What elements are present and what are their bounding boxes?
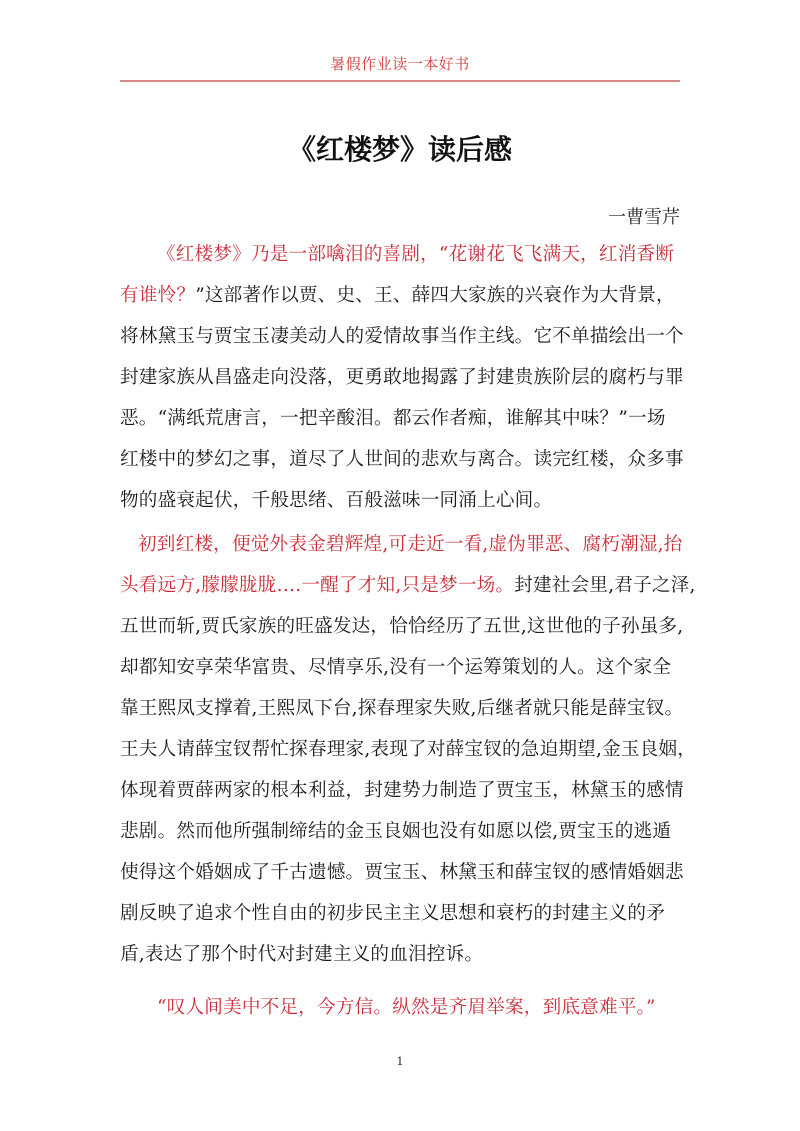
paragraph-line: 物的盛衰起伏，千般思绪、百般滋味一同涌上心间。	[120, 490, 553, 511]
paragraph-line: 《红楼梦》乃是一部噙泪的喜剧，“花谢花飞飞满天，红消香断	[157, 244, 675, 265]
paragraph-line: 王夫人请薛宝钗帮忙探春理家,表现了对薛宝钗的急迫期望,金玉良姻，	[120, 739, 697, 760]
paragraph-line: 悲剧。然而他所强制缔结的金玉良姻也没有如愿以偿,贾宝玉的逃遁	[120, 821, 672, 842]
paragraph-line: 恶。“满纸荒唐言，一把辛酸泪。都云作者痴，谁解其中味？”一场	[120, 408, 666, 429]
paragraph-line: 靠王熙凤支撑着,王熙凤下台,探春理家失败,后继者就只能是薛宝钗。	[120, 698, 684, 719]
paragraph-line: 将林黛玉与贾宝玉凄美动人的爱情故事当作主线。它不单描绘出一个	[120, 326, 684, 347]
author-line: 一曹雪芹	[608, 207, 680, 228]
paragraph-line: 体现着贾薛两家的根本利益，封建势力制造了贾宝玉，林黛玉的感情	[120, 780, 684, 801]
header-divider	[120, 80, 680, 82]
highlight-fragment: 头看远方,朦朦胧胧….一醒了才知,只是梦一场。	[120, 575, 515, 596]
page-number: 1	[396, 1055, 404, 1068]
closing-quote-line: “叹人间美中不足，今方信。纵然是齐眉举案，到底意难平。”	[157, 997, 656, 1018]
text-fragment: 封建社会里,君子之泽,	[514, 575, 696, 596]
paragraph-line	[120, 281, 675, 311]
quote-fragment: 有谁怜？	[120, 285, 196, 306]
paragraph-line: 封建家族从昌盛走向没落，更勇敢地揭露了封建贵族阶层的腐朽与罪	[120, 367, 684, 388]
text-fragment: ”这部著作以贾、史、王、薛四大家族的兴衰作为大背景，	[195, 285, 675, 306]
document-title: 《红楼梦》读后感	[287, 133, 512, 166]
paragraph-line: 盾,表达了那个时代对封建主义的血泪控诉。	[120, 944, 484, 965]
header-title: 暑假作业读一本好书	[330, 55, 470, 73]
paragraph-line	[120, 571, 696, 601]
paragraph-line: 剧反映了追求个性自由的初步民主主义思想和衰朽的封建主义的矛	[120, 903, 666, 924]
paragraph-line: 红楼中的梦幻之事，道尽了人世间的悲欢与离合。读完红楼，众多事	[120, 449, 684, 470]
paragraph-line: 初到红楼，便觉外表金碧辉煌,可走近一看,虚伪罪恶、腐朽潮湿,抬	[138, 534, 683, 555]
paragraph-line: 使得这个婚姻成了千古遗憾。贾宝玉、林黛玉和薛宝钗的感情婚姻悲	[120, 862, 684, 883]
paragraph-line: 却都知安享荣华富贵、尽情享乐,没有一个运筹策划的人。这个家全	[120, 657, 672, 678]
paragraph-line: 五世而斩,贾氏家族的旺盛发达，恰恰经历了五世,这世他的子孙虽多,	[120, 616, 684, 637]
